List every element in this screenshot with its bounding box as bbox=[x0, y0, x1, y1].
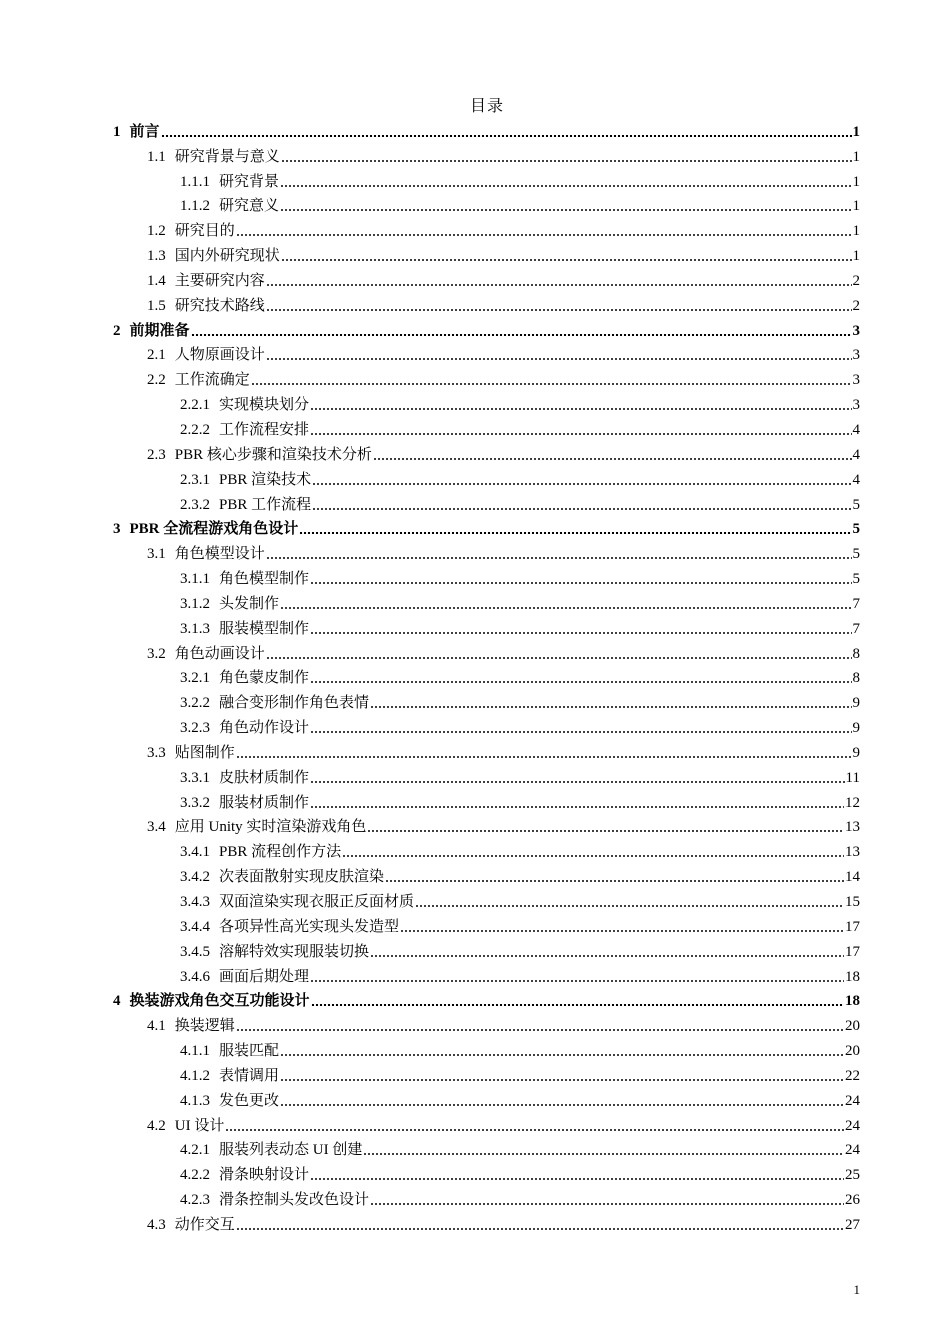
dot-leader bbox=[310, 433, 851, 435]
dot-leader bbox=[400, 930, 844, 932]
dot-leader bbox=[367, 830, 844, 832]
dot-leader bbox=[266, 309, 852, 311]
toc-entry-label: 滑条控制头发改色设计 bbox=[219, 1192, 370, 1209]
dot-leader bbox=[370, 955, 844, 957]
dot-leader bbox=[310, 582, 851, 584]
toc-entry-label: UI 设计 bbox=[174, 1117, 225, 1134]
toc-entry-page: 9 bbox=[852, 695, 860, 712]
dot-leader bbox=[225, 1129, 844, 1131]
toc-entry-number: 4.2.2 bbox=[180, 1167, 210, 1184]
toc-entry[interactable] bbox=[113, 439, 860, 464]
toc-entry-page: 5 bbox=[852, 521, 860, 538]
dot-leader bbox=[342, 855, 844, 857]
dot-leader bbox=[310, 681, 851, 683]
toc-entry-page: 1 bbox=[852, 223, 860, 240]
dot-leader bbox=[266, 657, 852, 659]
page-number-footer: 1 bbox=[853, 1282, 860, 1297]
toc-entry-number: 4.1 bbox=[147, 1018, 166, 1035]
toc-entry-label: 服装匹配 bbox=[219, 1043, 280, 1060]
toc-entry-number: 1 bbox=[113, 123, 121, 140]
toc-entry[interactable] bbox=[113, 1209, 860, 1234]
toc-entry-page: 24 bbox=[845, 1117, 860, 1134]
dot-leader bbox=[312, 508, 851, 510]
dot-leader bbox=[281, 160, 852, 162]
toc-entry-label: 各项异性高光实现头发造型 bbox=[219, 918, 400, 935]
toc-entry[interactable] bbox=[113, 166, 860, 191]
toc-entry-label: 服装列表动态 UI 创建 bbox=[219, 1142, 363, 1159]
toc-entry-number: 3.1.1 bbox=[180, 571, 210, 588]
dot-leader bbox=[280, 185, 851, 187]
toc-entry-number: 4.1.3 bbox=[180, 1092, 210, 1109]
dot-leader bbox=[310, 806, 844, 808]
toc-entry[interactable] bbox=[113, 364, 860, 389]
toc-entry-label: PBR 渲染技术 bbox=[219, 471, 312, 488]
dot-leader bbox=[310, 731, 851, 733]
toc-entry-page: 3 bbox=[852, 397, 860, 414]
toc-entry-label: 双面渲染实现衣服正反面材质 bbox=[219, 894, 415, 910]
toc-entry[interactable] bbox=[113, 986, 860, 1011]
toc-entry[interactable] bbox=[113, 861, 860, 886]
toc-entry[interactable] bbox=[113, 414, 860, 439]
toc-entry[interactable] bbox=[113, 961, 860, 986]
toc-entry-page: 13 bbox=[845, 819, 860, 836]
toc-entry-label: 溶解特效实现服装切换 bbox=[219, 943, 370, 960]
dot-leader bbox=[236, 1228, 844, 1230]
toc-entry-page: 12 bbox=[845, 794, 860, 811]
toc-entry-page: 3 bbox=[852, 322, 860, 339]
toc-entry-label: PBR 工作流程 bbox=[219, 496, 312, 513]
toc-entry-label: 角色模型制作 bbox=[219, 571, 310, 588]
toc-entry-label: 研究目的 bbox=[174, 223, 235, 240]
toc-entry-number: 3.4.5 bbox=[180, 943, 210, 960]
toc-entry-label: 实现模块划分 bbox=[219, 397, 310, 414]
dot-leader bbox=[251, 383, 852, 385]
dot-leader bbox=[373, 458, 852, 460]
toc-entry-page: 1 bbox=[852, 123, 860, 140]
toc-entry[interactable] bbox=[113, 265, 860, 290]
toc-entry-page: 22 bbox=[845, 1067, 860, 1084]
toc-entry-number: 3.3 bbox=[147, 744, 166, 761]
toc-entry-label: 动作交互 bbox=[174, 1216, 235, 1233]
toc-entry-label: 换装游戏角色交互功能设计 bbox=[129, 993, 310, 1010]
toc-entry-number: 2.2.2 bbox=[180, 421, 210, 438]
toc-entry[interactable] bbox=[113, 762, 860, 787]
dot-leader bbox=[415, 905, 844, 907]
toc-entry-label: 角色蒙皮制作 bbox=[219, 670, 310, 687]
toc-entry-page: 5 bbox=[852, 571, 860, 588]
toc-entry-label: 角色动画设计 bbox=[174, 645, 265, 662]
toc-entry-page: 1 bbox=[852, 248, 860, 265]
toc-entry-number: 2.3 bbox=[147, 446, 166, 463]
toc-entry-number: 4.1.1 bbox=[180, 1043, 210, 1060]
toc-entry-number: 1.2 bbox=[147, 223, 166, 240]
toc-entry[interactable] bbox=[113, 240, 860, 265]
toc-title: 目录 bbox=[469, 98, 504, 115]
toc-entry-number: 3.2.1 bbox=[180, 670, 210, 687]
toc-entry-page: 8 bbox=[852, 670, 860, 687]
toc-entry-page: 5 bbox=[852, 546, 860, 563]
toc-entry-number: 3.2.2 bbox=[180, 695, 210, 712]
dot-leader bbox=[385, 880, 844, 882]
toc-entry[interactable] bbox=[113, 1035, 860, 1060]
toc-entry-page: 5 bbox=[852, 496, 860, 513]
toc-entry-number: 2.2 bbox=[147, 372, 166, 389]
toc-entry-page: 3 bbox=[852, 372, 860, 389]
toc-entry-label: 研究意义 bbox=[219, 198, 280, 215]
toc-entry-label: 前言 bbox=[129, 123, 160, 140]
dot-leader bbox=[266, 557, 852, 559]
toc-entry[interactable] bbox=[113, 737, 860, 762]
dot-leader bbox=[310, 980, 844, 982]
toc-entry-label: 皮肤材质制作 bbox=[219, 769, 310, 786]
toc-entry-page: 8 bbox=[852, 645, 860, 662]
toc-entry-number: 3.4.6 bbox=[180, 968, 210, 985]
toc-entry-number: 3.1.3 bbox=[180, 620, 210, 637]
dot-leader bbox=[299, 532, 851, 534]
toc-entry-label: 换装逻辑 bbox=[174, 1018, 235, 1035]
toc-entry-label: PBR 核心步骤和渲染技术分析 bbox=[174, 446, 372, 463]
toc-entry-number: 4.2 bbox=[147, 1117, 166, 1134]
dot-leader bbox=[280, 1079, 844, 1081]
toc-entry-label: 头发制作 bbox=[219, 595, 280, 612]
dot-leader bbox=[310, 632, 851, 634]
toc-entry-page: 9 bbox=[852, 720, 860, 737]
toc-entry-page: 4 bbox=[852, 446, 860, 463]
dot-leader bbox=[266, 358, 852, 360]
toc-entry-number: 3.3.2 bbox=[180, 794, 210, 811]
toc-entry-label: 发色更改 bbox=[219, 1092, 280, 1109]
toc-entry-number: 2 bbox=[113, 322, 121, 339]
toc-entry-number: 1.1.1 bbox=[180, 173, 210, 190]
dot-leader bbox=[312, 483, 851, 485]
toc-entry-number: 3.4 bbox=[147, 819, 166, 836]
dot-leader bbox=[363, 1153, 844, 1155]
dot-leader bbox=[310, 408, 851, 410]
toc-entry-number: 1.4 bbox=[147, 272, 166, 289]
toc-entry[interactable] bbox=[113, 886, 860, 911]
toc-entry-page: 27 bbox=[845, 1216, 860, 1233]
toc-entry[interactable] bbox=[113, 1184, 860, 1209]
toc-entry-label: 研究技术路线 bbox=[174, 297, 265, 314]
toc-entry[interactable] bbox=[113, 538, 860, 563]
toc-entry[interactable] bbox=[113, 638, 860, 663]
toc-entry-number: 3.2.3 bbox=[180, 720, 210, 737]
toc-entry[interactable] bbox=[113, 340, 860, 365]
toc-entry[interactable] bbox=[113, 489, 860, 514]
dot-leader bbox=[280, 607, 851, 609]
toc-entry-page: 26 bbox=[845, 1192, 860, 1209]
toc-entry-page: 25 bbox=[845, 1167, 860, 1184]
toc-entry-label: 滑条映射设计 bbox=[219, 1167, 310, 1184]
dot-leader bbox=[191, 334, 852, 336]
toc-entry-label: PBR 流程创作方法 bbox=[219, 844, 342, 861]
table-of-contents bbox=[113, 116, 860, 1234]
toc-entry-page: 2 bbox=[852, 272, 860, 289]
toc-entry-label: 服装材质制作 bbox=[219, 794, 310, 811]
toc-entry-page: 1 bbox=[852, 173, 860, 190]
toc-entry-number: 3.1 bbox=[147, 546, 166, 563]
toc-entry-label: PBR 全流程游戏角色设计 bbox=[129, 521, 299, 538]
dot-leader bbox=[310, 781, 845, 783]
toc-entry-page: 18 bbox=[845, 968, 860, 985]
toc-entry-page: 7 bbox=[852, 620, 860, 637]
toc-entry[interactable] bbox=[113, 911, 860, 936]
toc-entry-page: 15 bbox=[845, 894, 860, 910]
toc-entry[interactable] bbox=[113, 1085, 860, 1110]
toc-entry-page: 20 bbox=[845, 1018, 860, 1035]
toc-entry-label: 前期准备 bbox=[129, 322, 190, 339]
toc-entry[interactable] bbox=[113, 563, 860, 588]
toc-entry-number: 4.2.3 bbox=[180, 1192, 210, 1209]
toc-entry-number: 2.3.2 bbox=[180, 496, 210, 513]
toc-entry[interactable] bbox=[113, 389, 860, 414]
toc-entry-label: 角色模型设计 bbox=[174, 546, 265, 563]
toc-entry-page: 4 bbox=[852, 471, 860, 488]
toc-entry-page: 2 bbox=[852, 297, 860, 314]
dot-leader bbox=[310, 1178, 844, 1180]
toc-entry-label: 研究背景 bbox=[219, 173, 280, 190]
toc-entry-number: 3.2 bbox=[147, 645, 166, 662]
dot-leader bbox=[280, 1054, 844, 1056]
dot-leader bbox=[280, 1104, 844, 1106]
toc-entry[interactable] bbox=[113, 464, 860, 489]
toc-entry[interactable] bbox=[113, 712, 860, 737]
toc-entry[interactable] bbox=[113, 1135, 860, 1160]
toc-entry-page: 17 bbox=[845, 918, 860, 935]
toc-entry[interactable] bbox=[113, 1110, 860, 1135]
toc-entry[interactable] bbox=[113, 141, 860, 166]
toc-entry-label: 角色动作设计 bbox=[219, 720, 310, 737]
toc-entry[interactable] bbox=[113, 836, 860, 861]
toc-entry-number: 2.2.1 bbox=[180, 397, 210, 414]
toc-entry-page: 1 bbox=[852, 198, 860, 215]
toc-entry-page: 1 bbox=[852, 148, 860, 165]
toc-entry-number: 4.2.1 bbox=[180, 1142, 210, 1159]
dot-leader bbox=[281, 259, 852, 261]
toc-entry-number: 4.1.2 bbox=[180, 1067, 210, 1084]
toc-entry-number: 3.4.1 bbox=[180, 844, 210, 861]
toc-entry[interactable] bbox=[113, 787, 860, 812]
toc-entry-number: 3.1.2 bbox=[180, 595, 210, 612]
toc-entry-page: 13 bbox=[845, 844, 860, 861]
toc-entry-label: 应用 Unity 实时渲染游戏角色 bbox=[174, 819, 367, 836]
toc-entry-number: 1.1.2 bbox=[180, 198, 210, 215]
toc-entry-page: 14 bbox=[845, 869, 860, 886]
toc-entry[interactable] bbox=[113, 812, 860, 837]
toc-entry[interactable] bbox=[113, 936, 860, 961]
toc-entry-number: 3.4.3 bbox=[180, 894, 210, 910]
toc-entry-number: 1.3 bbox=[147, 248, 166, 265]
dot-leader bbox=[236, 756, 852, 758]
toc-entry-label: 服装模型制作 bbox=[219, 620, 310, 637]
toc-entry-page: 3 bbox=[852, 347, 860, 364]
toc-entry-label: 研究背景与意义 bbox=[174, 148, 280, 165]
toc-entry-label: 人物原画设计 bbox=[174, 347, 265, 364]
dot-leader bbox=[370, 706, 851, 708]
toc-entry[interactable] bbox=[113, 1010, 860, 1035]
toc-entry-number: 2.1 bbox=[147, 347, 166, 364]
toc-entry-page: 24 bbox=[845, 1092, 860, 1109]
toc-entry-label: 工作流确定 bbox=[174, 372, 250, 389]
toc-entry[interactable] bbox=[113, 191, 860, 216]
toc-entry[interactable] bbox=[113, 1060, 860, 1085]
toc-entry-label: 融合变形制作角色表情 bbox=[219, 695, 370, 712]
toc-entry-number: 3.4.4 bbox=[180, 918, 210, 935]
toc-entry[interactable] bbox=[113, 215, 860, 240]
toc-entry-page: 7 bbox=[852, 595, 860, 612]
toc-entry[interactable] bbox=[113, 663, 860, 688]
toc-entry[interactable] bbox=[113, 687, 860, 712]
toc-entry-label: 表情调用 bbox=[219, 1067, 280, 1084]
dot-leader bbox=[236, 1029, 844, 1031]
toc-entry[interactable] bbox=[113, 116, 860, 141]
toc-entry-page: 17 bbox=[845, 943, 860, 960]
toc-entry-page: 24 bbox=[845, 1142, 860, 1159]
toc-entry-page: 20 bbox=[845, 1043, 860, 1060]
toc-entry[interactable] bbox=[113, 613, 860, 638]
toc-entry-number: 1.5 bbox=[147, 297, 166, 314]
toc-entry-page: 18 bbox=[845, 993, 860, 1010]
toc-entry-page: 4 bbox=[852, 421, 860, 438]
toc-entry-number: 3.3.1 bbox=[180, 769, 210, 786]
toc-entry-page: 9 bbox=[852, 744, 860, 761]
toc-entry[interactable] bbox=[113, 514, 860, 539]
toc-entry[interactable] bbox=[113, 588, 860, 613]
toc-entry-label: 贴图制作 bbox=[174, 744, 235, 761]
dot-leader bbox=[311, 1004, 844, 1006]
toc-entry-number: 1.1 bbox=[147, 148, 166, 165]
toc-entry-number: 3 bbox=[113, 521, 121, 538]
toc-entry[interactable] bbox=[113, 290, 860, 315]
toc-entry[interactable] bbox=[113, 1159, 860, 1184]
dot-leader bbox=[236, 234, 852, 236]
toc-entry-label: 主要研究内容 bbox=[174, 272, 265, 289]
toc-entry-number: 2.3.1 bbox=[180, 471, 210, 488]
toc-entry-label: 画面后期处理 bbox=[219, 968, 310, 985]
dot-leader bbox=[266, 284, 852, 286]
toc-entry-number: 3.4.2 bbox=[180, 869, 210, 886]
dot-leader bbox=[370, 1203, 844, 1205]
toc-entry-number: 4 bbox=[113, 993, 121, 1010]
toc-entry-page: 11 bbox=[845, 769, 860, 786]
toc-entry-number: 4.3 bbox=[147, 1216, 166, 1233]
dot-leader bbox=[161, 135, 852, 137]
dot-leader bbox=[280, 209, 851, 211]
toc-entry-label: 工作流程安排 bbox=[219, 421, 310, 438]
toc-entry-label: 次表面散射实现皮肤渲染 bbox=[219, 869, 385, 886]
toc-entry[interactable] bbox=[113, 315, 860, 340]
toc-entry-label: 国内外研究现状 bbox=[174, 248, 280, 265]
